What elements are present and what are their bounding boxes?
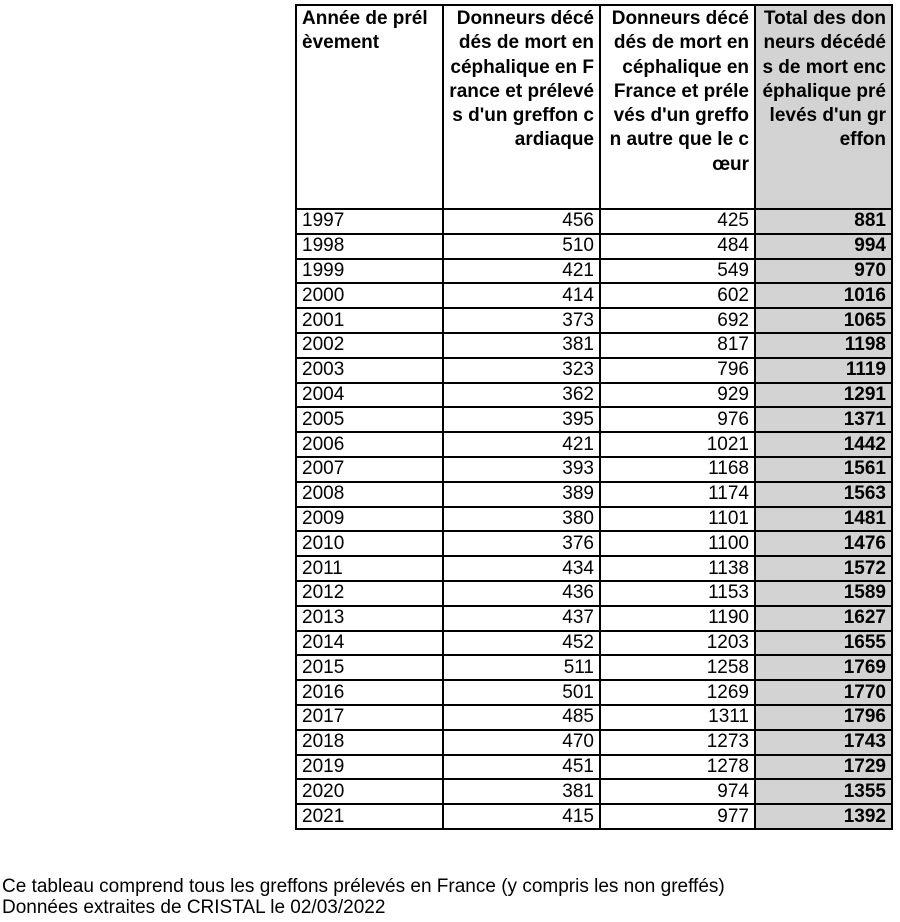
cell-other-donors: 1269 bbox=[600, 680, 755, 705]
cell-other-donors: 976 bbox=[600, 407, 755, 432]
cell-cardiac-donors: 362 bbox=[443, 383, 600, 408]
cell-year: 2011 bbox=[296, 556, 443, 581]
table-row bbox=[296, 358, 892, 383]
cell-total-donors: 1442 bbox=[755, 432, 892, 457]
table-row bbox=[296, 333, 892, 358]
table-header bbox=[296, 5, 892, 209]
header-year: Année de prélèvement bbox=[296, 5, 443, 209]
cell-total-donors: 1291 bbox=[755, 383, 892, 408]
table-row bbox=[296, 804, 892, 829]
cell-other-donors: 1101 bbox=[600, 507, 755, 532]
cell-year: 2016 bbox=[296, 680, 443, 705]
table-row bbox=[296, 283, 892, 308]
cell-total-donors: 1476 bbox=[755, 531, 892, 556]
cell-year: 2002 bbox=[296, 333, 443, 358]
cell-cardiac-donors: 456 bbox=[443, 209, 600, 234]
table-row bbox=[296, 755, 892, 780]
cell-other-donors: 796 bbox=[600, 358, 755, 383]
cell-cardiac-donors: 436 bbox=[443, 581, 600, 606]
cell-total-donors: 1729 bbox=[755, 755, 892, 780]
cell-total-donors: 1796 bbox=[755, 705, 892, 730]
cell-other-donors: 1153 bbox=[600, 581, 755, 606]
table-row bbox=[296, 581, 892, 606]
cell-total-donors: 1655 bbox=[755, 631, 892, 656]
cell-cardiac-donors: 501 bbox=[443, 680, 600, 705]
cell-cardiac-donors: 381 bbox=[443, 333, 600, 358]
cell-year: 2006 bbox=[296, 432, 443, 457]
cell-year: 2009 bbox=[296, 507, 443, 532]
cell-total-donors: 970 bbox=[755, 259, 892, 284]
cell-other-donors: 817 bbox=[600, 333, 755, 358]
cell-cardiac-donors: 437 bbox=[443, 606, 600, 631]
cell-year: 2005 bbox=[296, 407, 443, 432]
cell-total-donors: 1392 bbox=[755, 804, 892, 829]
cell-other-donors: 484 bbox=[600, 234, 755, 259]
header-other-donors: Donneurs décédés de mort encéphalique en France et prélevés d'un greffon autre que le cœur bbox=[600, 5, 755, 209]
table-row bbox=[296, 531, 892, 556]
cell-other-donors: 974 bbox=[600, 779, 755, 804]
cell-cardiac-donors: 323 bbox=[443, 358, 600, 383]
note-scope: Ce tableau comprend tous les greffons prélevés en France (y compris les non greffés) bbox=[2, 876, 725, 897]
cell-cardiac-donors: 380 bbox=[443, 507, 600, 532]
table-row bbox=[296, 259, 892, 284]
table-row bbox=[296, 655, 892, 680]
cell-year: 1999 bbox=[296, 259, 443, 284]
cell-year: 2021 bbox=[296, 804, 443, 829]
cell-cardiac-donors: 511 bbox=[443, 655, 600, 680]
cell-total-donors: 1016 bbox=[755, 283, 892, 308]
cell-total-donors: 1589 bbox=[755, 581, 892, 606]
table-body bbox=[296, 209, 892, 829]
cell-year: 2010 bbox=[296, 531, 443, 556]
cell-other-donors: 1138 bbox=[600, 556, 755, 581]
table-notes bbox=[2, 876, 725, 918]
cell-year: 1998 bbox=[296, 234, 443, 259]
cell-other-donors: 1203 bbox=[600, 631, 755, 656]
header-row bbox=[296, 5, 892, 209]
note-source: Données extraites de CRISTAL le 02/03/2022 bbox=[2, 897, 386, 918]
cell-year: 2018 bbox=[296, 730, 443, 755]
header-cardiac-donors: Donneurs décédés de mort encéphalique en France et prélevés d'un greffon cardiaque bbox=[443, 5, 600, 209]
cell-other-donors: 1258 bbox=[600, 655, 755, 680]
cell-total-donors: 1769 bbox=[755, 655, 892, 680]
table-row bbox=[296, 680, 892, 705]
table-row bbox=[296, 556, 892, 581]
cell-total-donors: 1355 bbox=[755, 779, 892, 804]
cell-cardiac-donors: 421 bbox=[443, 259, 600, 284]
cell-total-donors: 1627 bbox=[755, 606, 892, 631]
cell-cardiac-donors: 389 bbox=[443, 482, 600, 507]
cell-other-donors: 1273 bbox=[600, 730, 755, 755]
cell-other-donors: 1174 bbox=[600, 482, 755, 507]
table-row bbox=[296, 457, 892, 482]
header-total-donors: Total des donneurs décédés de mort encéphalique prélevés d'un greffon bbox=[755, 5, 892, 209]
cell-cardiac-donors: 452 bbox=[443, 631, 600, 656]
cell-year: 2017 bbox=[296, 705, 443, 730]
table-row bbox=[296, 383, 892, 408]
cell-cardiac-donors: 414 bbox=[443, 283, 600, 308]
cell-other-donors: 1100 bbox=[600, 531, 755, 556]
cell-other-donors: 1190 bbox=[600, 606, 755, 631]
cell-total-donors: 1198 bbox=[755, 333, 892, 358]
table-row bbox=[296, 308, 892, 333]
cell-cardiac-donors: 381 bbox=[443, 779, 600, 804]
cell-other-donors: 1021 bbox=[600, 432, 755, 457]
cell-total-donors: 1743 bbox=[755, 730, 892, 755]
cell-total-donors: 1561 bbox=[755, 457, 892, 482]
cell-year: 2020 bbox=[296, 779, 443, 804]
cell-cardiac-donors: 376 bbox=[443, 531, 600, 556]
cell-total-donors: 1563 bbox=[755, 482, 892, 507]
cell-total-donors: 881 bbox=[755, 209, 892, 234]
table-row bbox=[296, 507, 892, 532]
cell-total-donors: 1481 bbox=[755, 507, 892, 532]
cell-cardiac-donors: 421 bbox=[443, 432, 600, 457]
cell-total-donors: 994 bbox=[755, 234, 892, 259]
table-row bbox=[296, 209, 892, 234]
cell-other-donors: 1168 bbox=[600, 457, 755, 482]
cell-cardiac-donors: 415 bbox=[443, 804, 600, 829]
cell-year: 2008 bbox=[296, 482, 443, 507]
cell-cardiac-donors: 470 bbox=[443, 730, 600, 755]
cell-cardiac-donors: 485 bbox=[443, 705, 600, 730]
cell-other-donors: 977 bbox=[600, 804, 755, 829]
cell-year: 2007 bbox=[296, 457, 443, 482]
cell-other-donors: 425 bbox=[600, 209, 755, 234]
table-row bbox=[296, 234, 892, 259]
cell-total-donors: 1119 bbox=[755, 358, 892, 383]
cell-year: 2013 bbox=[296, 606, 443, 631]
table-row bbox=[296, 606, 892, 631]
table-row bbox=[296, 482, 892, 507]
table-row bbox=[296, 730, 892, 755]
cell-year: 2004 bbox=[296, 383, 443, 408]
cell-year: 2003 bbox=[296, 358, 443, 383]
table-row bbox=[296, 631, 892, 656]
cell-year: 2014 bbox=[296, 631, 443, 656]
cell-cardiac-donors: 510 bbox=[443, 234, 600, 259]
table-row bbox=[296, 705, 892, 730]
cell-other-donors: 1278 bbox=[600, 755, 755, 780]
cell-year: 1997 bbox=[296, 209, 443, 234]
table-row bbox=[296, 432, 892, 457]
cell-year: 2015 bbox=[296, 655, 443, 680]
cell-year: 2019 bbox=[296, 755, 443, 780]
cell-year: 2012 bbox=[296, 581, 443, 606]
cell-cardiac-donors: 393 bbox=[443, 457, 600, 482]
cell-other-donors: 1311 bbox=[600, 705, 755, 730]
donors-table bbox=[295, 4, 893, 830]
cell-year: 2001 bbox=[296, 308, 443, 333]
cell-total-donors: 1371 bbox=[755, 407, 892, 432]
cell-other-donors: 549 bbox=[600, 259, 755, 284]
cell-cardiac-donors: 434 bbox=[443, 556, 600, 581]
cell-other-donors: 692 bbox=[600, 308, 755, 333]
cell-year: 2000 bbox=[296, 283, 443, 308]
table-row bbox=[296, 779, 892, 804]
cell-other-donors: 929 bbox=[600, 383, 755, 408]
cell-total-donors: 1065 bbox=[755, 308, 892, 333]
cell-cardiac-donors: 373 bbox=[443, 308, 600, 333]
table-row bbox=[296, 407, 892, 432]
cell-cardiac-donors: 451 bbox=[443, 755, 600, 780]
cell-total-donors: 1770 bbox=[755, 680, 892, 705]
cell-other-donors: 602 bbox=[600, 283, 755, 308]
cell-cardiac-donors: 395 bbox=[443, 407, 600, 432]
cell-total-donors: 1572 bbox=[755, 556, 892, 581]
